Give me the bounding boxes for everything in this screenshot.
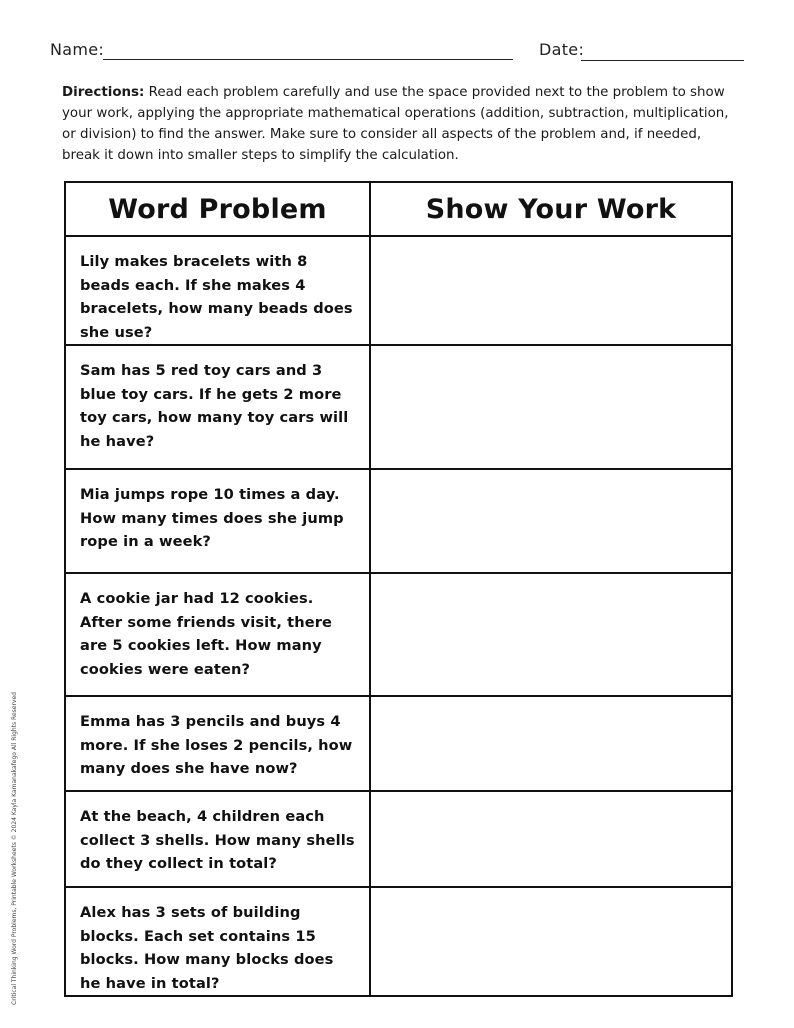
word-problem-cell: Sam has 5 red toy cars and 3 blue toy cars. If he gets 2 more toy cars, how many toy cars will he have?: [65, 345, 370, 469]
date-label: Date:: [539, 40, 585, 59]
table-header-row: [65, 182, 732, 236]
directions-label: Directions:: [62, 85, 145, 100]
show-your-work-header: Show Your Work: [370, 182, 732, 236]
work-space-cell[interactable]: [370, 236, 732, 345]
word-problem-cell: Emma has 3 pencils and buys 4 more. If she loses 2 pencils, how many does she have now?: [65, 696, 370, 791]
table-row: [65, 573, 732, 696]
directions-text: Read each problem carefully and use the space provided next to the problem to show your work, applying the appropriate mathematical operations (addition, subtraction, multiplication, or division) to find the answer. Make sure to consider all aspects of the problem and, if needed, break it down into smaller steps to simplify the calculation.: [62, 85, 729, 163]
word-problem-cell: Mia jumps rope 10 times a day. How many times does she jump rope in a week?: [65, 469, 370, 573]
table-row: [65, 236, 732, 345]
table-row: [65, 696, 732, 791]
work-space-cell[interactable]: [370, 696, 732, 791]
word-problem-cell: Alex has 3 sets of building blocks. Each set contains 15 blocks. How many blocks does he have in total?: [65, 887, 370, 996]
copyright-note: Critical Thinking Word Problems, Printable Worksheets © 2024 Kayla Kamanakafego All Rights Reserved: [11, 692, 18, 1005]
work-space-cell[interactable]: [370, 573, 732, 696]
directions-paragraph: [62, 82, 742, 166]
work-space-cell[interactable]: [370, 345, 732, 469]
work-space-cell[interactable]: [370, 791, 732, 887]
word-problem-header: Word Problem: [65, 182, 370, 236]
word-problem-cell: Lily makes bracelets with 8 beads each. If she makes 4 bracelets, how many beads does she use?: [65, 236, 370, 345]
word-problem-cell: At the beach, 4 children each collect 3 shells. How many shells do they collect in total?: [65, 791, 370, 887]
name-label: Name:: [50, 40, 105, 59]
date-field-line[interactable]: [581, 60, 744, 61]
worksheet-table: [64, 181, 733, 997]
work-space-cell[interactable]: [370, 887, 732, 996]
table-row: [65, 791, 732, 887]
word-problem-cell: A cookie jar had 12 cookies. After some friends visit, there are 5 cookies left. How many cookies were eaten?: [65, 573, 370, 696]
work-space-cell[interactable]: [370, 469, 732, 573]
name-field-line[interactable]: [103, 59, 513, 60]
table-row: [65, 469, 732, 573]
table-row: [65, 345, 732, 469]
table-row: [65, 887, 732, 996]
